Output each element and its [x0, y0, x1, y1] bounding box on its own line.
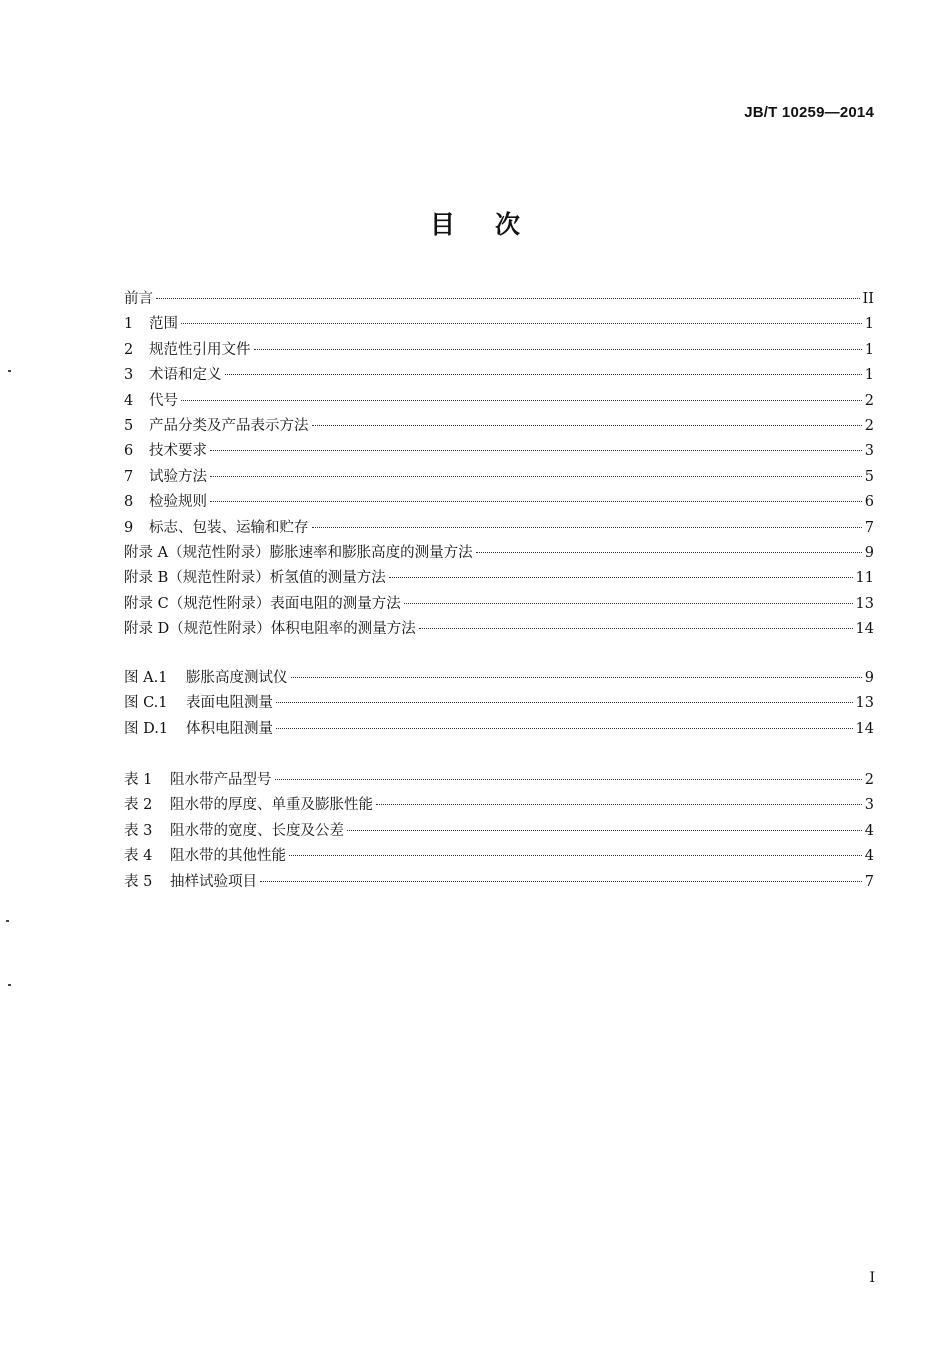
- toc-entry-number: 2: [124, 341, 134, 358]
- toc-entry-label: 产品分类及产品表示方法: [149, 417, 309, 434]
- toc-figure-page: 13: [855, 695, 874, 712]
- toc-entry[interactable]: [124, 439, 874, 464]
- toc-table-label: 阻水带的宽度、长度及公差: [170, 822, 344, 839]
- toc-figure-number: 图 D.1: [124, 720, 169, 737]
- toc-table-entry[interactable]: [124, 819, 874, 844]
- toc-entry-page: 2: [864, 417, 874, 434]
- toc-entry-label: 附录 D（规范性附录）体积电阻率的测量方法: [124, 621, 416, 638]
- toc-entry-number: 6: [124, 443, 134, 460]
- toc-entry-page: 6: [864, 494, 874, 511]
- toc-table-page: 4: [864, 848, 874, 865]
- toc-entry[interactable]: [124, 287, 874, 312]
- toc-entry-page: 2: [864, 392, 874, 409]
- toc-table-number: 表 5: [124, 873, 153, 890]
- toc-leader-dots: [156, 298, 860, 299]
- toc-leader-dots: [276, 728, 853, 729]
- toc-leader-dots: [181, 323, 862, 324]
- toc-figure-page: 14: [855, 720, 874, 737]
- toc-entry-page: 3: [864, 443, 874, 460]
- toc-table-number: 表 1: [124, 772, 153, 788]
- toc-figure-label: 体积电阻测量: [186, 720, 273, 737]
- toc-table-number: 表 3: [124, 822, 153, 839]
- toc-entry-label: 代号: [149, 392, 178, 409]
- toc-table-entry[interactable]: [124, 844, 874, 869]
- toc-table-page: 3: [864, 797, 874, 814]
- toc-entry[interactable]: [124, 312, 874, 337]
- toc-entry-appendix[interactable]: [124, 541, 874, 566]
- toc-figure-entry[interactable]: [124, 691, 874, 716]
- toc-entry-number: 7: [124, 468, 134, 485]
- toc-table-page: 4: [864, 822, 874, 839]
- toc-leader-dots: [312, 425, 862, 426]
- toc-figure-entry[interactable]: [124, 717, 874, 742]
- toc-entry-page: 1: [864, 367, 874, 384]
- toc-leader-dots: [312, 527, 862, 528]
- toc-entry-page: 1: [864, 341, 874, 358]
- toc-leader-dots: [254, 349, 862, 350]
- toc-entry-label: 试验方法: [149, 468, 207, 485]
- toc-leader-dots: [276, 702, 853, 703]
- toc-leader-dots: [404, 603, 853, 604]
- toc-leader-dots: [376, 804, 862, 805]
- toc-main-list: [124, 287, 874, 642]
- toc-leader-dots: [289, 855, 862, 856]
- toc-leader-dots: [210, 501, 862, 502]
- scan-speck: [8, 984, 11, 986]
- toc-entry-number: 3: [124, 367, 134, 384]
- toc-entry-label: 检验规则: [149, 494, 207, 511]
- toc-entry-label: 术语和定义: [149, 367, 222, 384]
- toc-table-page: 7: [864, 873, 874, 890]
- toc-figure-label: 表面电阻测量: [186, 695, 273, 712]
- toc-leader-dots: [419, 628, 853, 629]
- toc-leader-dots: [389, 577, 853, 578]
- toc-entry-label: 技术要求: [149, 443, 207, 460]
- toc-entry-number: 4: [124, 392, 134, 409]
- toc-entry-page: 13: [855, 595, 874, 612]
- toc-entry-number: 8: [124, 494, 134, 511]
- toc-entry[interactable]: [124, 516, 874, 541]
- toc-leader-dots: [210, 476, 862, 477]
- toc-entry-appendix[interactable]: [124, 566, 874, 591]
- toc-leader-dots: [210, 450, 862, 451]
- toc-figure-label: 膨胀高度测试仪: [186, 670, 288, 686]
- toc-table-entry[interactable]: [124, 793, 874, 818]
- toc-entry[interactable]: [124, 465, 874, 490]
- toc-entry-appendix[interactable]: [124, 617, 874, 642]
- toc-table-number: 表 4: [124, 848, 153, 865]
- toc-table-entry[interactable]: [124, 768, 874, 793]
- toc-leader-dots: [225, 374, 862, 375]
- toc-entry-appendix[interactable]: [124, 592, 874, 617]
- toc-figure-entry[interactable]: [124, 666, 874, 691]
- toc-leader-dots: [291, 677, 862, 678]
- toc-entry-number: 5: [124, 417, 134, 434]
- toc-entry-label: 附录 B（规范性附录）析氢值的测量方法: [124, 570, 386, 587]
- toc-figure-page: 9: [864, 670, 874, 686]
- page-title: 目次: [429, 210, 560, 239]
- toc-entry-label: 范围: [149, 316, 178, 333]
- toc-entry-number: 9: [124, 519, 134, 536]
- toc-entry-page: 7: [864, 519, 874, 536]
- toc-entry[interactable]: [124, 414, 874, 439]
- standard-number: JB/T 10259—2014: [744, 104, 874, 121]
- page-number: I: [869, 1270, 875, 1286]
- toc-leader-dots: [476, 552, 862, 553]
- toc-entry-label: 标志、包装、运输和贮存: [149, 519, 309, 536]
- toc-leader-dots: [275, 779, 862, 780]
- toc-entry[interactable]: [124, 490, 874, 515]
- toc-entry-page: 11: [855, 570, 874, 587]
- toc-entry[interactable]: [124, 363, 874, 388]
- toc-leader-dots: [181, 400, 862, 401]
- toc-entry-label: 附录 C（规范性附录）表面电阻的测量方法: [124, 595, 401, 612]
- toc-entry-number: 1: [124, 316, 134, 333]
- toc-entry-page: II: [862, 291, 874, 307]
- toc-table-page: 2: [864, 772, 874, 788]
- toc-table-entry[interactable]: [124, 870, 874, 895]
- toc-entry-label: 附录 A（规范性附录）膨胀速率和膨胀高度的测量方法: [124, 544, 473, 561]
- toc-figure-number: 图 C.1: [124, 695, 168, 712]
- toc-figures-list: [124, 666, 874, 742]
- toc-leader-dots: [260, 881, 862, 882]
- toc-table-label: 抽样试验项目: [170, 873, 257, 890]
- toc-entry-page: 5: [864, 468, 874, 485]
- toc-table-label: 阻水带的其他性能: [170, 848, 286, 865]
- toc-entry-page: 14: [855, 621, 874, 638]
- toc-entry-label: 规范性引用文件: [149, 341, 251, 358]
- toc-entry[interactable]: [124, 338, 874, 363]
- toc-table-number: 表 2: [124, 797, 153, 814]
- toc-tables-list: [124, 768, 874, 895]
- toc-entry-page: 1: [864, 316, 874, 333]
- scan-speck: [8, 370, 11, 372]
- toc-entry-label: 前言: [124, 291, 153, 307]
- toc-figure-number: 图 A.1: [124, 670, 168, 686]
- scan-speck: [6, 920, 9, 922]
- toc-leader-dots: [347, 830, 862, 831]
- toc-entry[interactable]: [124, 389, 874, 414]
- toc-entry-page: 9: [864, 544, 874, 561]
- toc-table-label: 阻水带产品型号: [170, 772, 272, 788]
- toc-table-label: 阻水带的厚度、单重及膨胀性能: [170, 797, 373, 814]
